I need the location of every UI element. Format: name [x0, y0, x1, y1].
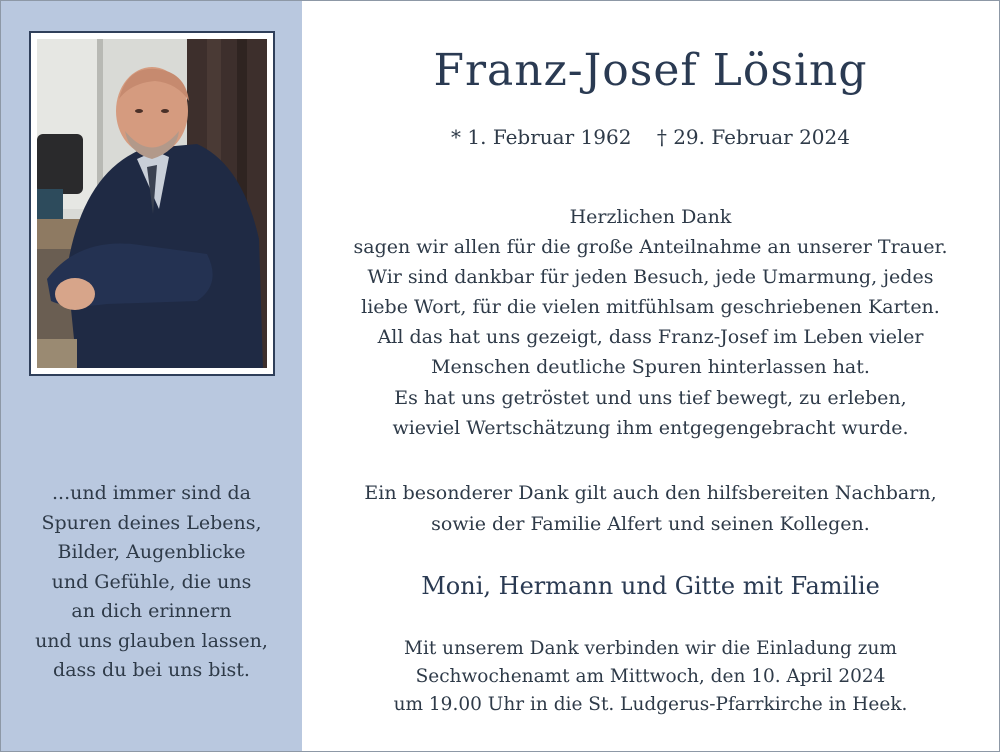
poem-line: dass du bei uns bist.	[53, 659, 250, 681]
special-thanks-line: sowie der Familie Alfert und seinen Kollegen.	[431, 513, 870, 535]
thanks-line: All das hat uns gezeigt, dass Franz-Josef im Leben vieler	[377, 326, 924, 349]
invitation-line: Sechwochenamt am Mittwoch, den 10. April 2024	[415, 666, 886, 687]
special-thanks-line: Ein besonderer Dank gilt auch den hilfsbereiten Nachbarn,	[364, 482, 937, 504]
thanks-line: wieviel Wertschätzung ihm entgegengebracht wurde.	[392, 416, 909, 439]
poem-line: ...und immer sind da	[51, 482, 252, 504]
thanks-line: sagen wir allen für die große Anteilnahme an unserer Trauer.	[353, 236, 948, 259]
portrait-frame	[29, 31, 275, 376]
deceased-name: Franz-Josef Lösing	[433, 45, 868, 96]
poem-line: und Gefühle, die uns	[51, 570, 252, 593]
thanks-line: liebe Wort, für die vielen mitfühlsam geschriebenen Karten.	[361, 296, 940, 319]
poem-line: und uns glauben lassen,	[35, 629, 268, 652]
main-content	[302, 1, 999, 751]
poem-line: an dich erinnern	[71, 600, 232, 622]
portrait-illustration	[37, 39, 267, 368]
thanks-line: Es hat uns getröstet und uns tief bewegt, zu erleben,	[394, 386, 907, 409]
invitation-line: um 19.00 Uhr in die St. Ludgerus-Pfarrkirche in Heek.	[393, 694, 908, 715]
thanks-line: Menschen deutliche Spuren hinterlassen hat.	[431, 356, 870, 379]
poem-line: Spuren deines Lebens,	[41, 511, 262, 534]
invitation-text	[302, 635, 999, 719]
memorial-poem	[1, 479, 302, 686]
portrait-photo	[37, 39, 267, 368]
thanks-line: Herzlichen Dank	[569, 206, 732, 228]
thanks-text	[302, 202, 999, 443]
side-panel	[1, 1, 302, 751]
poem-line: Bilder, Augenblicke	[57, 541, 246, 563]
special-thanks-text	[302, 478, 999, 540]
thanks-line: Wir sind dankbar für jeden Besuch, jede Umarmung, jedes	[367, 266, 934, 289]
family-signature: Moni, Hermann und Gitte mit Familie	[421, 572, 880, 600]
life-dates: * 1. Februar 1962 † 29. Februar 2024	[451, 125, 850, 149]
invitation-line: Mit unserem Dank verbinden wir die Einladung zum	[404, 638, 897, 659]
